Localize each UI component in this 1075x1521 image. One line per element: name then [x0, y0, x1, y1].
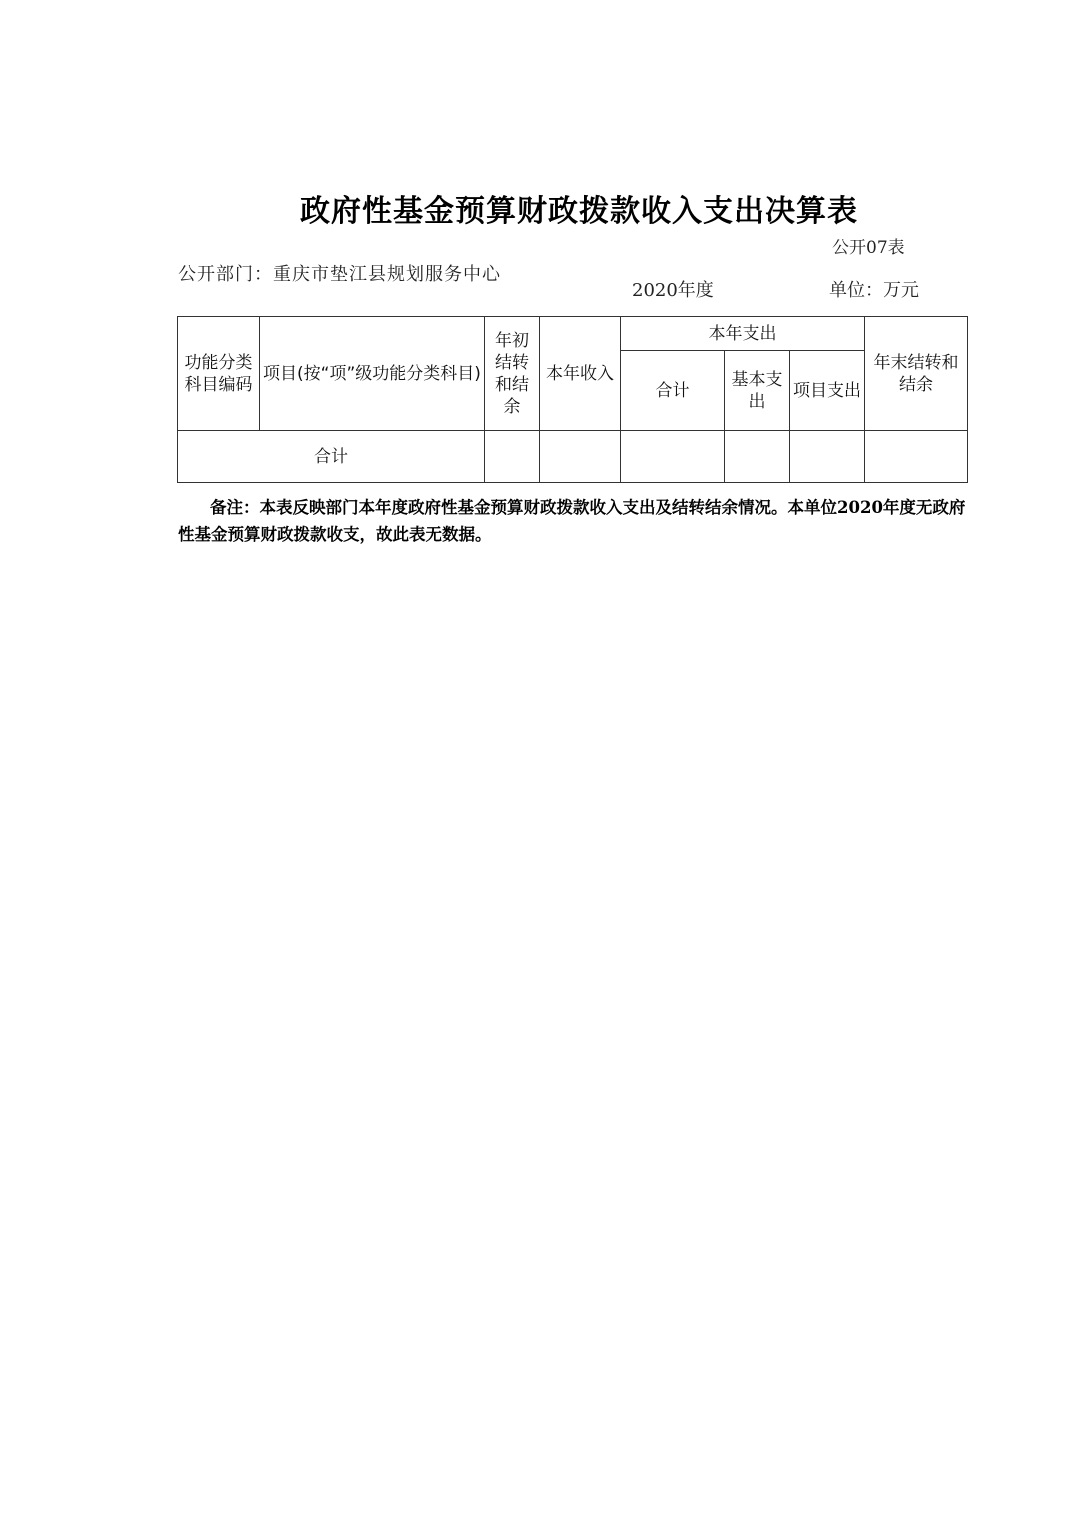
page-title: 政府性基金预算财政拨款收入支出决算表: [300, 194, 858, 229]
total-exp-project-cell: [790, 431, 865, 483]
total-exp-basic-cell: [725, 431, 790, 483]
header-closing-balance: 年末结转和结余: [865, 317, 968, 431]
header-income: 本年收入: [540, 317, 621, 431]
department-label: 公开部门：重庆市垫江县规划服务中心: [178, 264, 501, 285]
header-item: 项目(按“项”级功能分类科目): [260, 317, 485, 431]
header-exp-total: 合计: [621, 351, 725, 431]
total-opening-balance-cell: [485, 431, 540, 483]
total-closing-balance-cell: [865, 431, 968, 483]
budget-table: [177, 316, 968, 483]
fiscal-year: 2020年度: [632, 280, 714, 301]
header-exp-basic: 基本支出: [725, 351, 790, 431]
header-expenditure-group: 本年支出: [621, 317, 865, 351]
table-row: [178, 431, 968, 483]
unit-label: 单位：万元: [829, 280, 919, 301]
header-opening-balance: 年初结转和结余: [485, 317, 540, 431]
total-exp-total-cell: [621, 431, 725, 483]
total-income-cell: [540, 431, 621, 483]
form-number: 公开07表: [832, 238, 905, 258]
header-code: 功能分类科目编码: [178, 317, 260, 431]
footnote: 备注：本表反映部门本年度政府性基金预算财政拨款收入支出及结转结余情况。本单位2020年度无政府性基金预算财政拨款收支，故此表无数据。: [178, 498, 966, 544]
header-exp-project: 项目支出: [790, 351, 865, 431]
total-label-cell: 合计: [178, 431, 485, 483]
